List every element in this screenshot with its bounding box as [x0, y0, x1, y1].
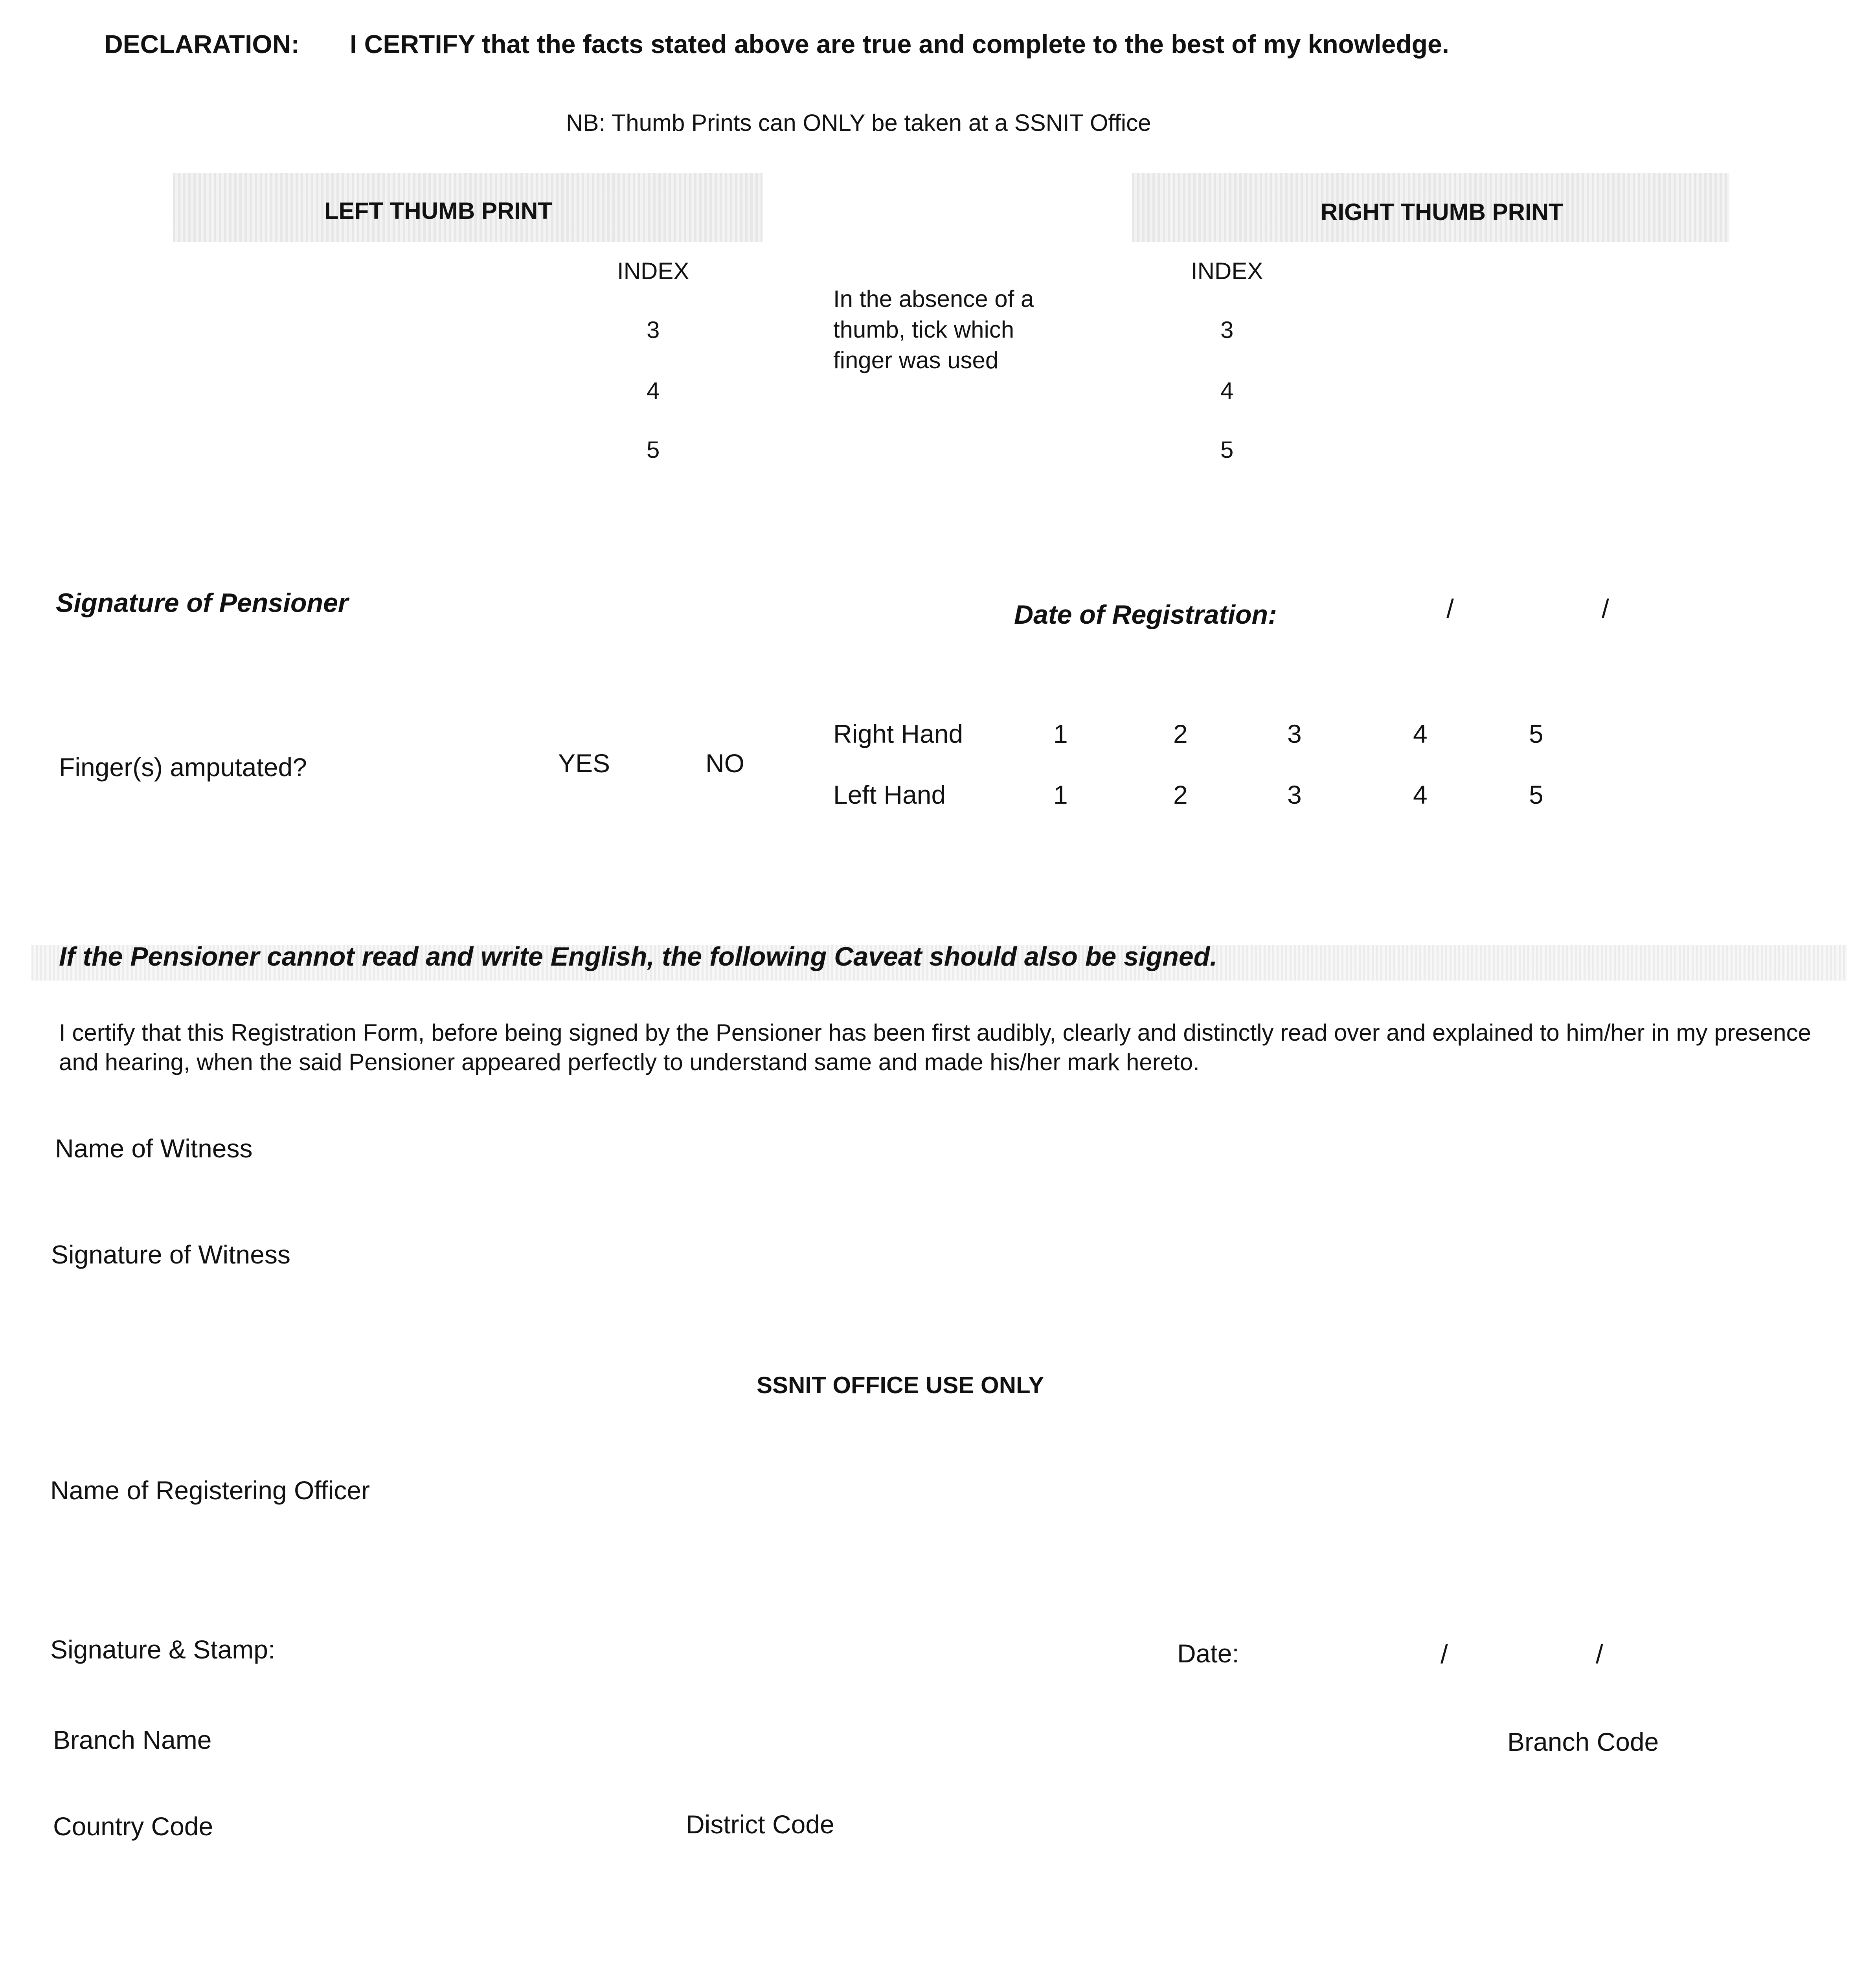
date-separator-2: /	[1602, 594, 1609, 624]
district-code-label: District Code	[686, 1810, 834, 1839]
declaration-text: I CERTIFY that the facts stated above are true and complete to the best of my knowledge.	[350, 29, 1450, 59]
left-finger-3: 3	[647, 317, 660, 343]
country-code-label: Country Code	[53, 1812, 213, 1841]
right-finger-3: 3	[1220, 317, 1234, 343]
right-finger-index: INDEX	[1191, 258, 1263, 284]
date-of-registration-label: Date of Registration:	[1014, 600, 1277, 630]
left-finger-5: 5	[647, 437, 660, 463]
amputation-yes-option[interactable]: YES	[558, 749, 610, 778]
signature-of-pensioner-label: Signature of Pensioner	[56, 588, 349, 618]
right-finger-5: 5	[1220, 437, 1234, 463]
right-hand-finger-1[interactable]: 1	[1053, 719, 1068, 748]
right-hand-label: Right Hand	[833, 719, 963, 748]
date-separator-1: /	[1446, 594, 1454, 624]
office-date-separator-2: /	[1596, 1639, 1603, 1669]
caveat-statement: I certify that this Registration Form, before being signed by the Pensioner has been first audibly, clearly and distinctly read over and explained to him/her in my presence and hearing, when the said Pensioner appeared perfectly to understand same and made his/her mark hereto.	[59, 1019, 1811, 1075]
left-hand-finger-5[interactable]: 5	[1529, 780, 1543, 809]
branch-code-label: Branch Code	[1507, 1727, 1659, 1756]
caveat-heading: If the Pensioner cannot read and write English, the following Caveat should also be signed.	[59, 942, 1218, 971]
signature-of-witness-label: Signature of Witness	[51, 1240, 290, 1269]
absence-of-thumb-instruction: In the absence of a thumb, tick which finger was used	[833, 286, 1034, 373]
left-hand-finger-4[interactable]: 4	[1413, 780, 1428, 809]
name-of-witness-label: Name of Witness	[55, 1134, 253, 1163]
thumbprint-note: NB: Thumb Prints can ONLY be taken at a SSNIT Office	[566, 110, 1151, 136]
right-hand-finger-5[interactable]: 5	[1529, 719, 1543, 748]
registering-officer-label: Name of Registering Officer	[50, 1476, 370, 1505]
office-date-separator-1: /	[1441, 1639, 1448, 1669]
left-hand-finger-2[interactable]: 2	[1173, 780, 1188, 809]
left-hand-finger-3[interactable]: 3	[1287, 780, 1302, 809]
left-hand-finger-1[interactable]: 1	[1053, 780, 1068, 809]
right-hand-finger-2[interactable]: 2	[1173, 719, 1188, 748]
declaration-label: DECLARATION:	[104, 29, 300, 59]
amputation-no-option[interactable]: NO	[706, 749, 744, 778]
right-finger-4: 4	[1220, 378, 1234, 404]
left-finger-index: INDEX	[617, 258, 689, 284]
signature-stamp-label: Signature & Stamp:	[50, 1635, 276, 1664]
office-use-heading: SSNIT OFFICE USE ONLY	[757, 1372, 1044, 1398]
fingers-amputated-label: Finger(s) amputated?	[59, 753, 307, 782]
right-hand-finger-3[interactable]: 3	[1287, 719, 1302, 748]
branch-name-label: Branch Name	[53, 1725, 212, 1754]
left-finger-4: 4	[647, 378, 660, 404]
left-hand-label: Left Hand	[833, 780, 946, 809]
right-hand-finger-4[interactable]: 4	[1413, 719, 1428, 748]
right-thumb-print-label: RIGHT THUMB PRINT	[1321, 199, 1563, 225]
office-date-label: Date:	[1177, 1639, 1239, 1668]
left-thumb-print-label: LEFT THUMB PRINT	[324, 198, 552, 224]
